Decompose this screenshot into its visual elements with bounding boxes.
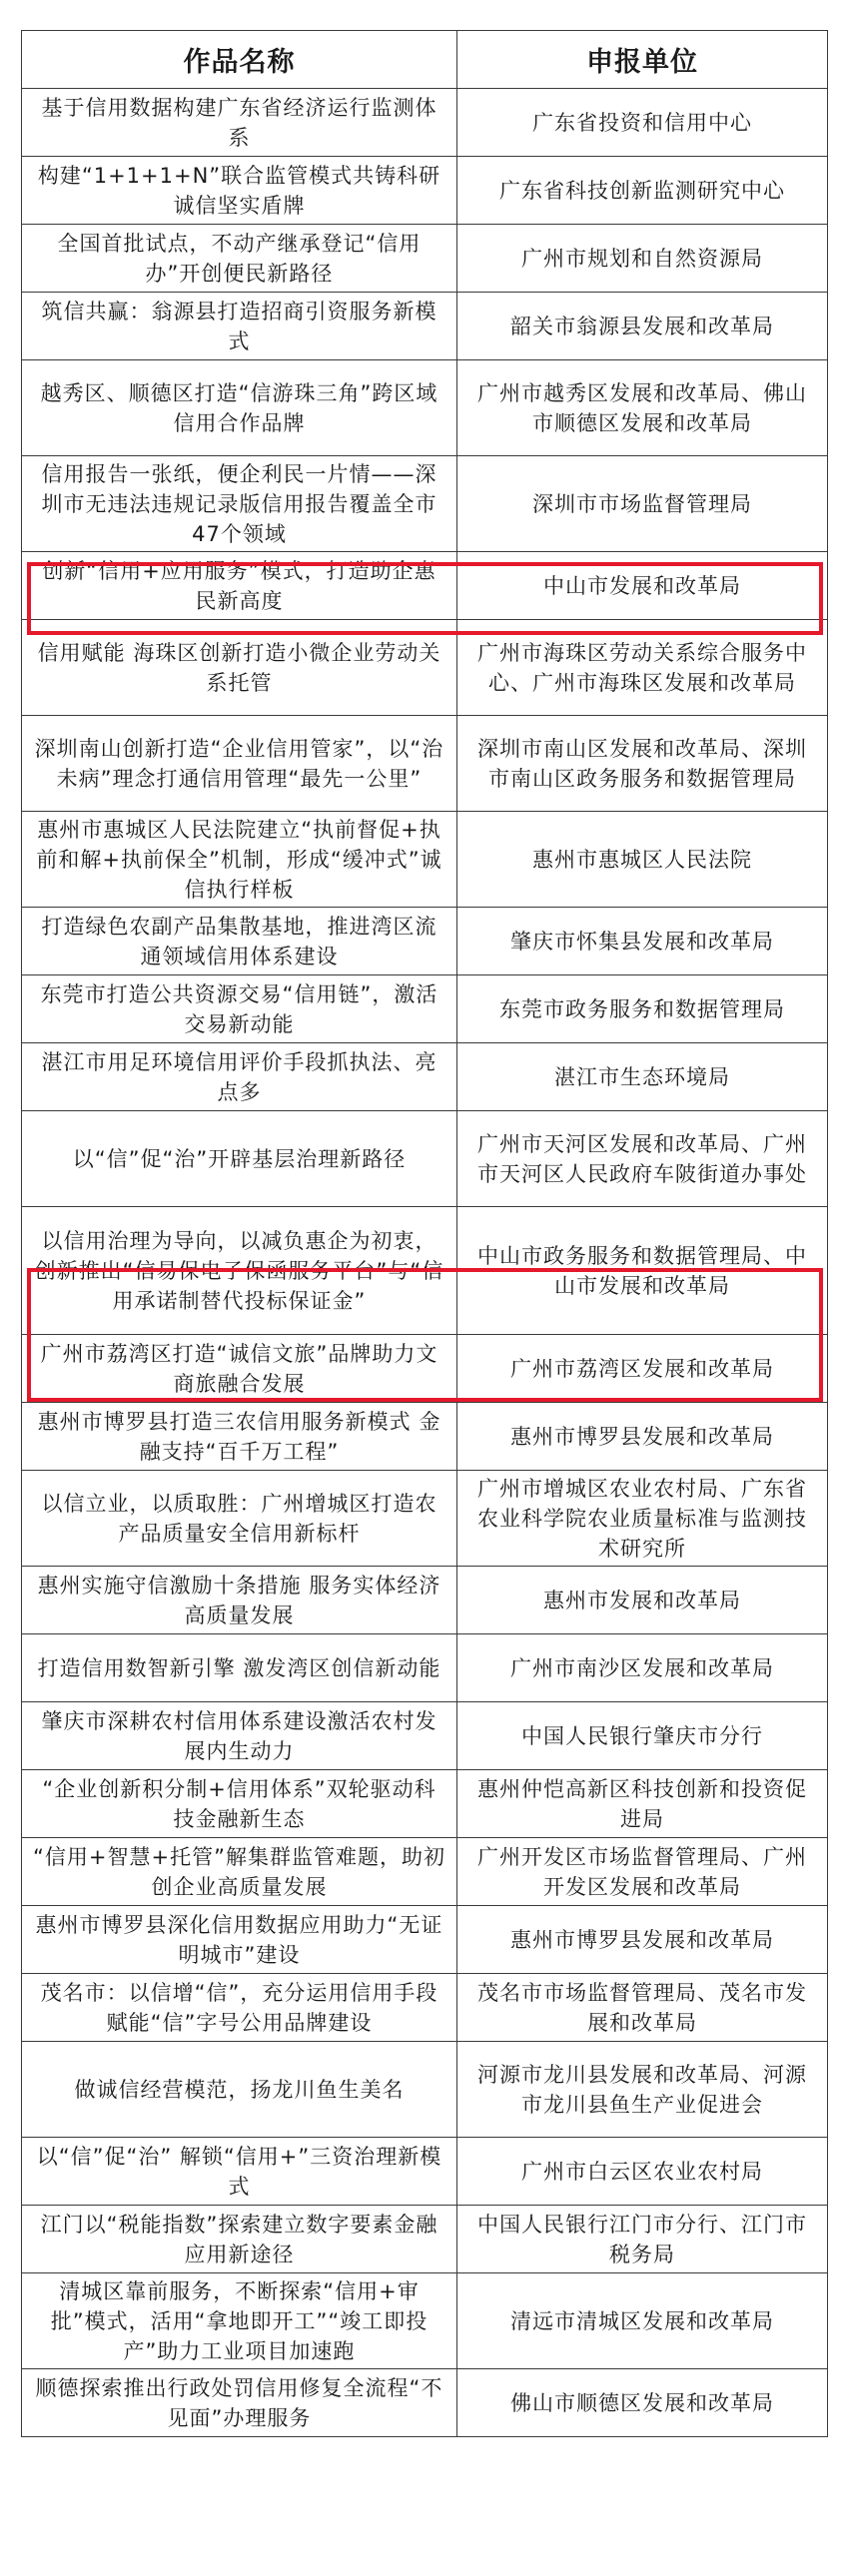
table-row <box>22 2138 828 2206</box>
applicant-unit-cell: 广州开发区市场监督管理局、广州开发区发展和改革局 <box>457 1838 828 1906</box>
work-title-cell: 以“信”促“治”开辟基层治理新路径 <box>22 1111 457 1207</box>
applicant-unit-cell: 湛江市生态环境局 <box>457 1043 828 1111</box>
work-title-cell: 全国首批试点，不动产继承登记“信用办”开创便民新路径 <box>22 225 457 293</box>
table-row <box>22 812 828 908</box>
applicant-unit-cell: 广州市越秀区发展和改革局、佛山市顺德区发展和改革局 <box>457 360 828 456</box>
applicant-unit-cell: 中山市发展和改革局 <box>457 552 828 620</box>
applicant-unit-cell: 东莞市政务服务和数据管理局 <box>457 975 828 1043</box>
work-title-cell: 信用报告一张纸，便企利民一片情——深圳市无违法违规记录版信用报告覆盖全市47个领域 <box>22 456 457 552</box>
table-row <box>22 716 828 812</box>
column-header-unit: 申报单位 <box>457 31 828 89</box>
applicant-unit-cell: 惠州市发展和改革局 <box>457 1567 828 1634</box>
table-row <box>22 1471 828 1567</box>
table-row <box>22 225 828 293</box>
table-row <box>22 1838 828 1906</box>
applicant-unit-cell: 清远市清城区发展和改革局 <box>457 2273 828 2369</box>
applicant-unit-cell: 广东省科技创新监测研究中心 <box>457 157 828 225</box>
work-title-cell: 做诚信经营模范，扬龙川鱼生美名 <box>22 2042 457 2138</box>
table-row <box>22 1770 828 1838</box>
work-title-cell: 惠州市博罗县打造三农信用服务新模式 金融支持“百千万工程” <box>22 1403 457 1471</box>
table-row <box>22 1974 828 2042</box>
work-title-cell: 惠州市惠城区人民法院建立“执前督促+执前和解+执前保全”机制，形成“缓冲式”诚信执行样板 <box>22 812 457 908</box>
table-header-row <box>22 31 828 89</box>
table-row <box>22 975 828 1043</box>
table-row <box>22 360 828 456</box>
table-row <box>22 157 828 225</box>
applicant-unit-cell: 广州市规划和自然资源局 <box>457 225 828 293</box>
applicant-unit-cell: 惠州市博罗县发展和改革局 <box>457 1906 828 1974</box>
table-row <box>22 1567 828 1634</box>
applicant-unit-cell: 深圳市南山区发展和改革局、深圳市南山区政务服务和数据管理局 <box>457 716 828 812</box>
work-title-cell: 以“信”促“治” 解锁“信用+”三资治理新模式 <box>22 2138 457 2206</box>
table-row <box>22 1335 828 1403</box>
work-title-cell: 打造信用数智新引擎 激发湾区创信新动能 <box>22 1634 457 1702</box>
applicant-unit-cell: 广州市天河区发展和改革局、广州市天河区人民政府车陂街道办事处 <box>457 1111 828 1207</box>
applicant-unit-cell: 中山市政务服务和数据管理局、中山市发展和改革局 <box>457 1207 828 1335</box>
table-row <box>22 2369 828 2437</box>
applicant-unit-cell: 河源市龙川县发展和改革局、河源市龙川县鱼生产业促进会 <box>457 2042 828 2138</box>
applicant-unit-cell: 韶关市翁源县发展和改革局 <box>457 293 828 360</box>
table-row <box>22 1906 828 1974</box>
applicant-unit-cell: 广州市海珠区劳动关系综合服务中心、广州市海珠区发展和改革局 <box>457 620 828 716</box>
table-row-highlighted <box>22 552 828 620</box>
work-title-cell: 江门以“税能指数”探索建立数字要素金融应用新途径 <box>22 2206 457 2273</box>
applicant-unit-cell: 广州市白云区农业农村局 <box>457 2138 828 2206</box>
applicant-unit-cell: 惠州市博罗县发展和改革局 <box>457 1403 828 1471</box>
table-row <box>22 293 828 360</box>
work-title-cell: 越秀区、顺德区打造“信游珠三角”跨区域信用合作品牌 <box>22 360 457 456</box>
work-title-cell: 惠州市博罗县深化信用数据应用助力“无证明城市”建设 <box>22 1906 457 1974</box>
table-row-highlighted <box>22 1207 828 1335</box>
table-row <box>22 1111 828 1207</box>
table-row <box>22 2206 828 2273</box>
work-title-cell: 以信立业，以质取胜：广州增城区打造农产品质量安全信用新标杆 <box>22 1471 457 1567</box>
table-row <box>22 2273 828 2369</box>
work-title-cell: 清城区靠前服务，不断探索“信用+审批”模式，活用“拿地即开工”“竣工即投产”助力工业项目加速跑 <box>22 2273 457 2369</box>
work-title-cell: “企业创新积分制+信用体系”双轮驱动科技金融新生态 <box>22 1770 457 1838</box>
work-title-cell: 顺德探索推出行政处罚信用修复全流程“不见面”办理服务 <box>22 2369 457 2437</box>
work-title-cell: 筑信共赢：翁源县打造招商引资服务新模式 <box>22 293 457 360</box>
table-row <box>22 1403 828 1471</box>
applicant-unit-cell: 广东省投资和信用中心 <box>457 89 828 157</box>
work-title-cell: 惠州实施守信激励十条措施 服务实体经济高质量发展 <box>22 1567 457 1634</box>
applicant-unit-cell: 惠州市惠城区人民法院 <box>457 812 828 908</box>
work-title-cell: 打造绿色农副产品集散基地，推进湾区流通领域信用体系建设 <box>22 908 457 975</box>
table-row <box>22 620 828 716</box>
work-title-cell: “信用+智慧+托管”解集群监管难题，助初创企业高质量发展 <box>22 1838 457 1906</box>
work-title-cell: 茂名市：以信增“信”，充分运用信用手段赋能“信”字号公用品牌建设 <box>22 1974 457 2042</box>
table-row <box>22 456 828 552</box>
table-row <box>22 2042 828 2138</box>
work-title-cell: 构建“1+1+1+N”联合监管模式共铸科研诚信坚实盾牌 <box>22 157 457 225</box>
work-title-cell: 东莞市打造公共资源交易“信用链”，激活交易新动能 <box>22 975 457 1043</box>
award-list-sheet <box>21 30 827 2437</box>
applicant-unit-cell: 中国人民银行江门市分行、江门市税务局 <box>457 2206 828 2273</box>
applicant-unit-cell: 深圳市市场监督管理局 <box>457 456 828 552</box>
applicant-unit-cell: 广州市增城区农业农村局、广东省农业科学院农业质量标准与监测技术研究所 <box>457 1471 828 1567</box>
work-title-cell: 深圳南山创新打造“企业信用管家”，以“治未病”理念打通信用管理“最先一公里” <box>22 716 457 812</box>
applicant-unit-cell: 茂名市市场监督管理局、茂名市发展和改革局 <box>457 1974 828 2042</box>
table-row <box>22 1702 828 1770</box>
table-row <box>22 1634 828 1702</box>
column-header-name: 作品名称 <box>22 31 457 89</box>
applicant-unit-cell: 惠州仲恺高新区科技创新和投资促进局 <box>457 1770 828 1838</box>
work-title-cell: 广州市荔湾区打造“诚信文旅”品牌助力文商旅融合发展 <box>22 1335 457 1403</box>
work-title-cell: 基于信用数据构建广东省经济运行监测体系 <box>22 89 457 157</box>
award-table <box>21 30 828 2437</box>
applicant-unit-cell: 中国人民银行肇庆市分行 <box>457 1702 828 1770</box>
applicant-unit-cell: 肇庆市怀集县发展和改革局 <box>457 908 828 975</box>
applicant-unit-cell: 广州市南沙区发展和改革局 <box>457 1634 828 1702</box>
applicant-unit-cell: 广州市荔湾区发展和改革局 <box>457 1335 828 1403</box>
work-title-cell: 创新“信用+应用服务”模式，打造助企惠民新高度 <box>22 552 457 620</box>
table-row <box>22 908 828 975</box>
work-title-cell: 以信用治理为导向，以减负惠企为初衷，创新推出“信易保电子保函服务平台”与“信用承诺制替代投标保证金” <box>22 1207 457 1335</box>
table-row <box>22 89 828 157</box>
work-title-cell: 湛江市用足环境信用评价手段抓执法、亮点多 <box>22 1043 457 1111</box>
work-title-cell: 信用赋能 海珠区创新打造小微企业劳动关系托管 <box>22 620 457 716</box>
table-row <box>22 1043 828 1111</box>
applicant-unit-cell: 佛山市顺德区发展和改革局 <box>457 2369 828 2437</box>
work-title-cell: 肇庆市深耕农村信用体系建设激活农村发展内生动力 <box>22 1702 457 1770</box>
